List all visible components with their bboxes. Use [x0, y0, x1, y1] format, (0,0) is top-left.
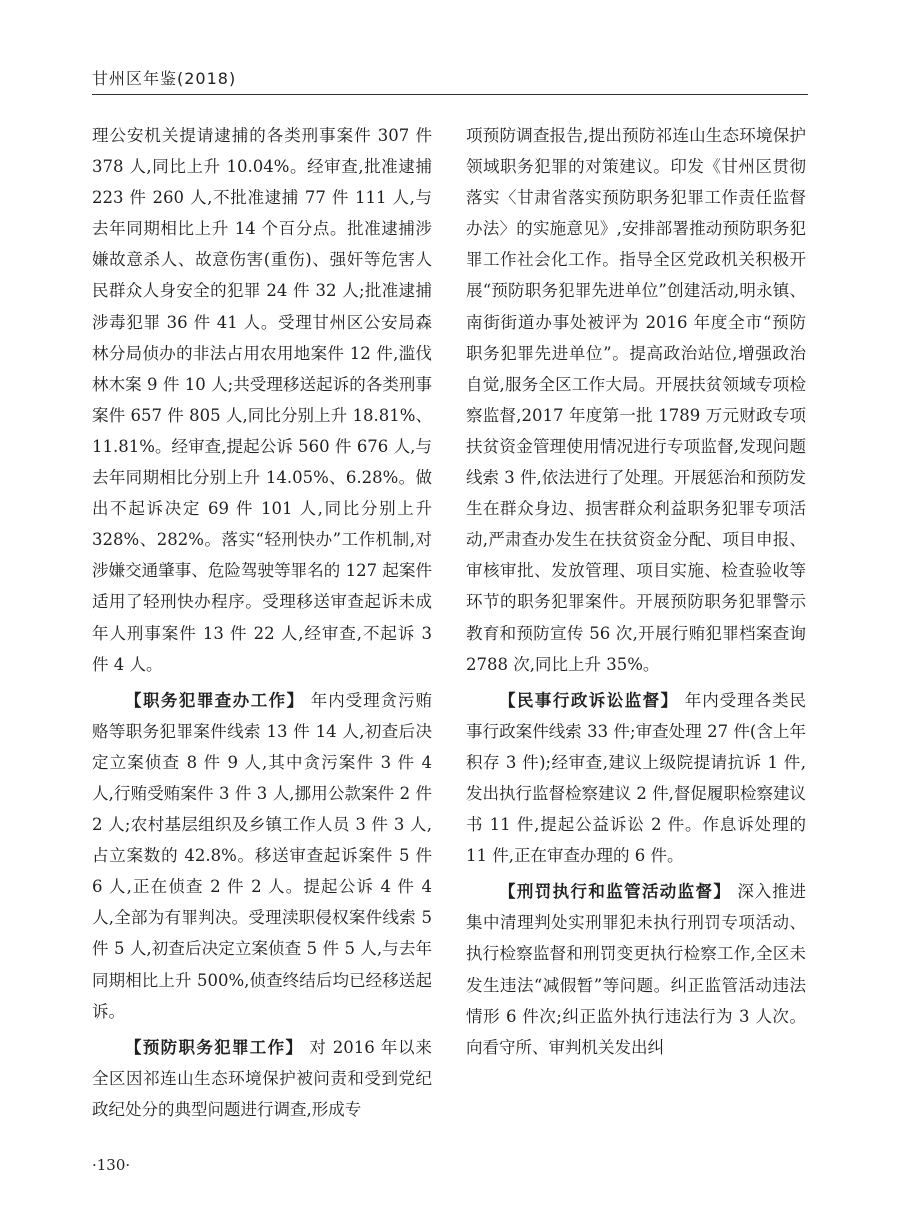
paragraph-prevention-continued: 项预防调查报告,提出预防祁连山生态环境保护领域职务犯罪的对策建议。印发《甘州区贯彻落实〈甘肃省落实预防职务犯罪工作责任监督办法〉的实施意见》,安排部署推动预防职务犯罪工作社会化工作。指导全区党政机关积极开展“预防职务犯罪先进单位”创建活动,明永镇、南街街道办事处被评为 2016 年度全市“预防职务犯罪先进单位”。提高政治站位,增强政治自觉,服务全区工作大局。开展扶贫领域专项检察监督,2017 年度第一批 1789 万元财政专项扶贫资金管理使用情况进行专项监督,发现问题线索 3 件,依法进行了处理。开展惩治和预防发生在群众身边、损害群众利益职务犯罪专项活动,严肃查办发生在扶贫资金分配、项目申报、审核审批、发放管理、项目实施、检查验收等环节的职务犯罪案件。开展预防职务犯罪警示教育和预防宣传 56 次,开展行贿犯罪档案查询 2788 次,同比上升 35%。 [466, 126, 806, 674]
page-number: ·130· [92, 1156, 131, 1174]
header-rule [92, 94, 808, 95]
left-column [92, 120, 432, 1125]
paragraph-duty-crime-prevention [92, 1032, 432, 1125]
running-header: 甘州区年鉴(2018) [92, 69, 237, 88]
section-heading-duty-crime-investigation: 【职务犯罪查办工作】 [125, 690, 305, 710]
section-heading-penalty-execution-supervision: 【刑罚执行和监管活动监督】 [499, 882, 732, 902]
section-body-duty-crime-prevention: 对 2016 年以来全区因祁连山生态环境保护被问责和受到党纪政纪处分的典型问题进行调查,形成专 [92, 1037, 432, 1119]
right-column [466, 120, 806, 1063]
section-body-penalty-execution-supervision: 深入推进集中清理判处实刑罪犯未执行刑罚专项活动、执行检察监督和刑罚变更执行检察工作,全区未发生违法“减假暂”等问题。纠正监管活动违法情形 6 件次;纠正监外执行违法行为 3 人次。向看守所、审判机关发出纠 [466, 882, 806, 1057]
paragraph-penalty-execution-supervision [466, 876, 806, 1063]
section-heading-duty-crime-prevention: 【预防职务犯罪工作】 [125, 1037, 304, 1057]
paragraph-civil-administrative-supervision [466, 685, 806, 872]
paragraph-duty-crime-investigation [92, 685, 432, 1027]
section-body-duty-crime-investigation: 年内受理贪污贿赂等职务犯罪案件线索 13 件 14 人,初查后决定立案侦查 8 件 9 人,其中贪污案件 3 件 4 人,行贿受贿案件 3 件 3 人,挪用公款案件 2 件 2 人;农村基层组织及乡镇工作人员 3 件 3 人,占立案数的 42.8%。移送审查起诉案件 5 件 6 人,正在侦查 2 件 2 人。提起公诉 4 件 4 人,全部为有罪判决。受理渎职侵权案件线索 5 件 5 人,初查后决定立案侦查 5 件 5 人,与去年同期相比上升 500%,侦查终结后均已经移送起诉。 [92, 690, 432, 1021]
section-heading-civil-administrative-supervision: 【民事行政诉讼监督】 [499, 690, 679, 710]
section-body-civil-administrative-supervision: 年内受理各类民事行政案件线索 33 件;审查处理 27 件(含上年积存 3 件);经审查,建议上级院提请抗诉 1 件,发出执行监督检察建议 2 件,督促履职检察建议书 11 件,提起公益诉讼 2 件。作息诉处理的 11 件,正在审查办理的 6 件。 [466, 690, 806, 866]
paragraph-criminal-cases: 理公安机关提请逮捕的各类刑事案件 307 件 378 人,同比上升 10.04%。经审查,批准逮捕 223 件 260 人,不批准逮捕 77 件 111 人,与去年同期相比上升 14 个百分点。批准逮捕涉嫌故意杀人、故意伤害(重伤)、强奸等危害人民群众人身安全的犯罪 24 件 32 人;批准逮捕涉毒犯罪 36 件 41 人。受理甘州区公安局森林分局侦办的非法占用农用地案件 12 件,滥伐林木案 9 件 10 人;共受理移送起诉的各类刑事案件 657 件 805 人,同比分别上升 18.81%、11.81%。经审查,提起公诉 560 件 676 人,与去年同期相比分别上升 14.05%、6.28%。做出不起诉决定 69 件 101 人,同比分别上升 328%、282%。落实“轻刑快办”工作机制,对涉嫌交通肇事、危险驾驶等罪名的 127 起案件适用了轻刑快办程序。受理移送审查起诉未成年人刑事案件 13 件 22 人,经审查,不起诉 3 件 4 人。 [92, 126, 432, 674]
